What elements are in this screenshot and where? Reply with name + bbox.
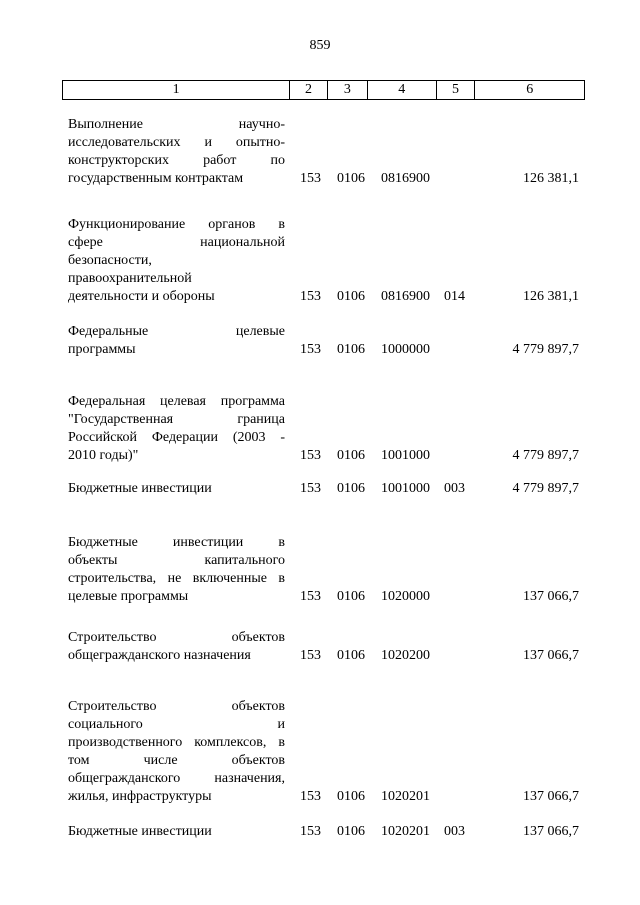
table-row xyxy=(0,116,640,188)
description-line: правоохранительной xyxy=(68,271,192,286)
cell-col-2: 153 xyxy=(300,789,321,804)
row-description xyxy=(68,216,285,306)
description-line: Бюджетные инвестиции xyxy=(68,824,212,839)
cell-col-2: 153 xyxy=(300,589,321,604)
cell-col-6: 4 779 897,7 xyxy=(512,481,579,496)
cell-col-4: 0816900 xyxy=(381,289,430,304)
cell-col-2: 153 xyxy=(300,648,321,663)
row-description xyxy=(68,823,285,841)
cell-col-3: 0106 xyxy=(337,789,365,804)
header-col-2: 2 xyxy=(290,81,328,99)
description-line: объекты капитального xyxy=(68,553,285,568)
cell-col-2: 153 xyxy=(300,448,321,463)
table-row xyxy=(0,393,640,465)
description-line: общегражданского назначения xyxy=(68,648,251,663)
description-line: том числе объектов xyxy=(68,753,285,768)
cell-col-6: 4 779 897,7 xyxy=(512,448,579,463)
cell-col-4: 1020201 xyxy=(381,789,430,804)
description-line: деятельности и обороны xyxy=(68,289,215,304)
description-line: жилья, инфраструктуры xyxy=(68,789,212,804)
cell-col-3: 0106 xyxy=(337,342,365,357)
cell-col-3: 0106 xyxy=(337,171,365,186)
description-line: государственным контрактам xyxy=(68,171,244,186)
description-line: строительства, не включенные в xyxy=(68,571,285,586)
cell-col-2: 153 xyxy=(300,824,321,839)
description-line: Федеральные целевые xyxy=(68,324,285,339)
description-line: Федеральная целевая программа xyxy=(68,394,285,409)
row-description xyxy=(68,116,285,188)
row-description xyxy=(68,534,285,606)
cell-col-2: 153 xyxy=(300,481,321,496)
description-line: Бюджетные инвестиции xyxy=(68,481,212,496)
header-col-6: 6 xyxy=(526,82,534,97)
description-line: безопасности, xyxy=(68,253,152,268)
cell-col-6: 4 779 897,7 xyxy=(512,342,579,357)
table-row xyxy=(0,629,640,665)
description-line: производственного комплексов, в xyxy=(68,735,285,750)
description-line: Российской Федерации (2003 - xyxy=(68,430,285,445)
cell-col-4: 0816900 xyxy=(381,171,430,186)
description-line: программы xyxy=(68,342,136,357)
cell-col-3: 0106 xyxy=(337,824,365,839)
cell-col-2: 153 xyxy=(300,342,321,357)
header-col-4: 4 xyxy=(368,81,437,99)
cell-col-6: 126 381,1 xyxy=(523,171,579,186)
description-line: Строительство объектов xyxy=(68,699,285,714)
description-line: 2010 годы)" xyxy=(68,448,139,463)
cell-col-3: 0106 xyxy=(337,648,365,663)
description-line: Функционирование органов в xyxy=(68,217,285,232)
header-col-1: 1 xyxy=(63,81,290,99)
cell-col-6: 137 066,7 xyxy=(523,824,579,839)
row-description xyxy=(68,323,285,359)
description-line: целевые программы xyxy=(68,589,189,604)
description-line: исследовательских и опытно- xyxy=(68,135,285,150)
header-col-3: 3 xyxy=(328,81,368,99)
cell-col-3: 0106 xyxy=(337,448,365,463)
cell-col-3: 0106 xyxy=(337,481,365,496)
cell-col-6: 126 381,1 xyxy=(523,289,579,304)
row-description xyxy=(68,629,285,665)
cell-col-3: 0106 xyxy=(337,589,365,604)
description-line: Строительство объектов xyxy=(68,630,285,645)
table-row xyxy=(0,216,640,306)
row-description xyxy=(68,393,285,465)
header-col-5: 5 xyxy=(437,81,476,99)
table-row xyxy=(0,323,640,359)
table-row xyxy=(0,823,640,841)
cell-col-5: 003 xyxy=(444,481,465,496)
cell-col-3: 0106 xyxy=(337,289,365,304)
table-row xyxy=(0,534,640,606)
cell-col-4: 1001000 xyxy=(381,481,430,496)
page-number: 859 xyxy=(309,38,331,53)
cell-col-4: 1020200 xyxy=(381,648,430,663)
cell-col-6: 137 066,7 xyxy=(523,589,579,604)
table-header xyxy=(62,80,585,100)
cell-col-4: 1020201 xyxy=(381,824,430,839)
row-description xyxy=(68,480,285,498)
cell-col-2: 153 xyxy=(300,171,321,186)
description-line: сфере национальной xyxy=(68,235,285,250)
description-line: Бюджетные инвестиции в xyxy=(68,535,285,550)
table-row xyxy=(0,480,640,498)
description-line: социального и xyxy=(68,717,285,732)
cell-col-6: 137 066,7 xyxy=(523,789,579,804)
cell-col-4: 1000000 xyxy=(381,342,430,357)
cell-col-2: 153 xyxy=(300,289,321,304)
description-line: общегражданского назначения, xyxy=(68,771,285,786)
description-line: конструкторских работ по xyxy=(68,153,285,168)
cell-col-4: 1020000 xyxy=(381,589,430,604)
row-description xyxy=(68,698,285,806)
cell-col-6: 137 066,7 xyxy=(523,648,579,663)
table-row xyxy=(0,698,640,806)
cell-col-5: 003 xyxy=(444,824,465,839)
description-line: "Государственная граница xyxy=(68,412,285,427)
description-line: Выполнение научно- xyxy=(68,117,285,132)
cell-col-5: 014 xyxy=(444,289,465,304)
cell-col-4: 1001000 xyxy=(381,448,430,463)
